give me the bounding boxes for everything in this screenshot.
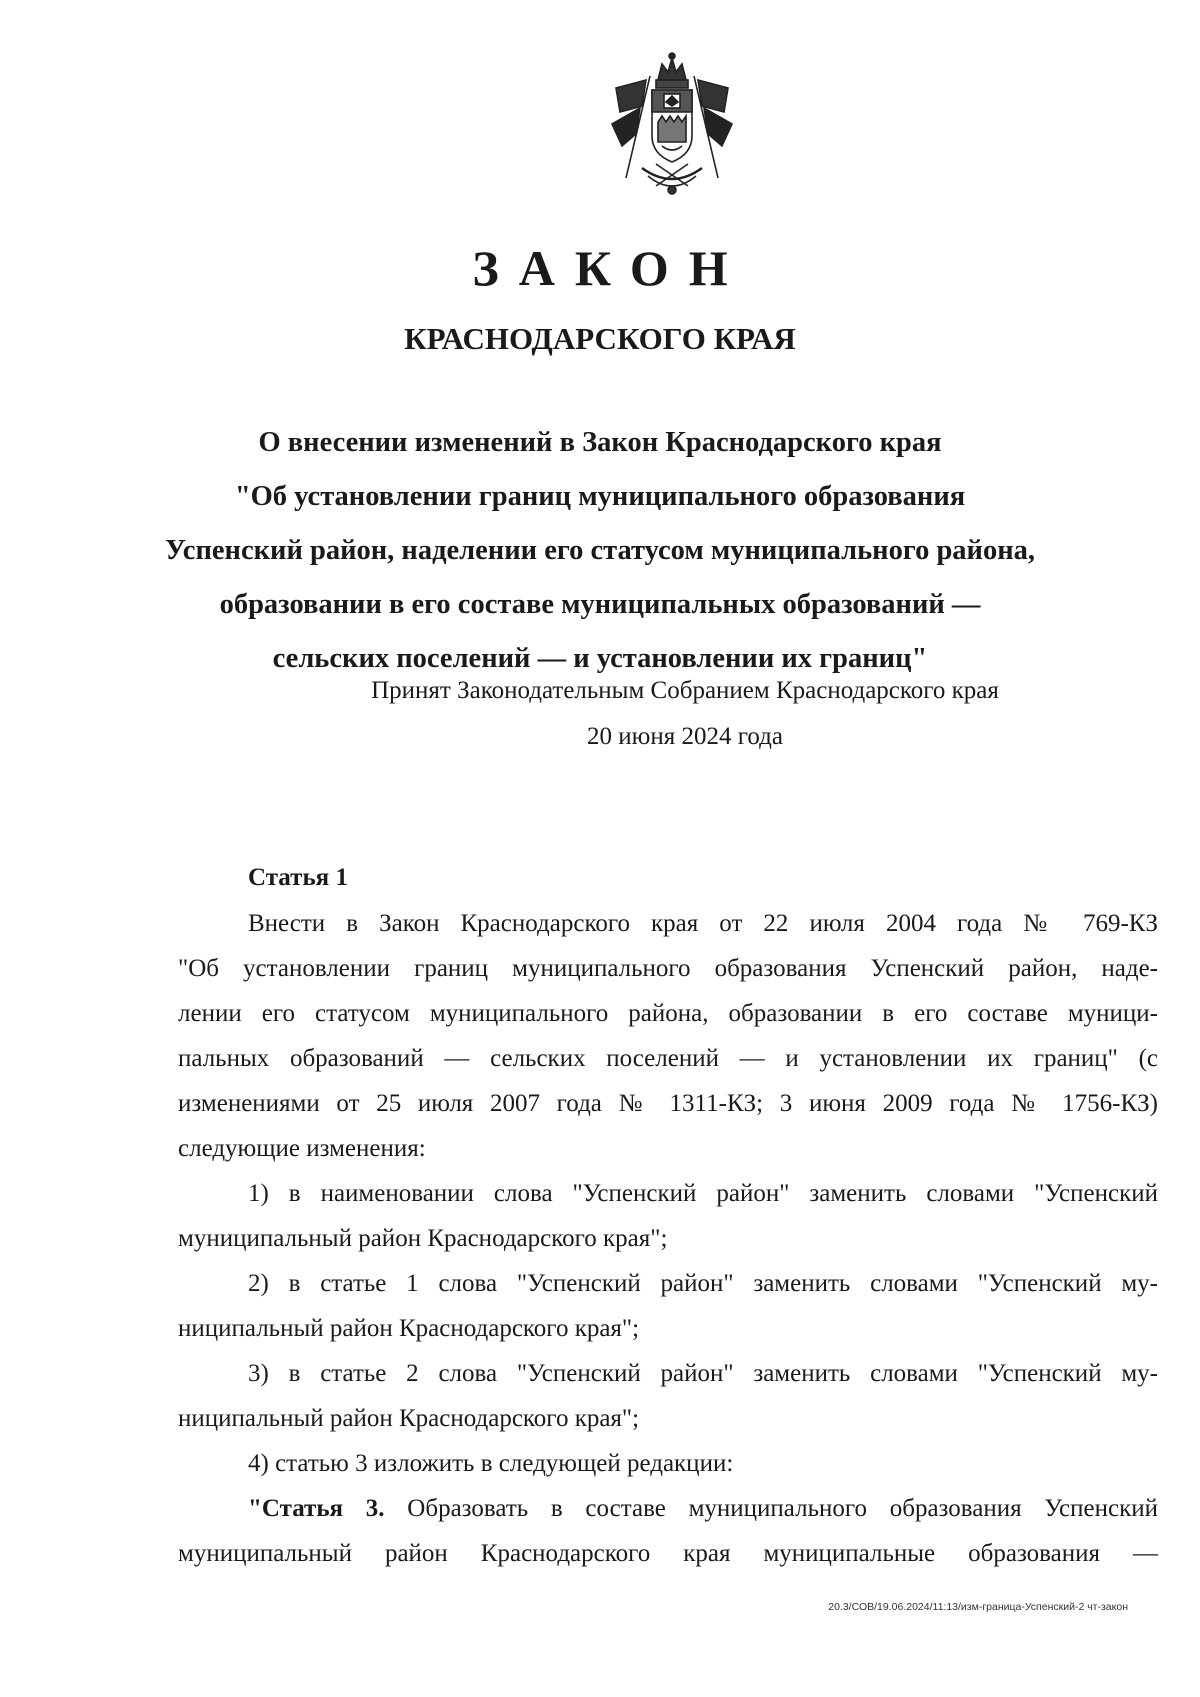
- law-name-line: "Об установлении границ муниципального образования: [234, 481, 966, 512]
- list-item-line: 2) в статье 1 слова "Успенский район" заменить словами "Успенский му-: [248, 1270, 1158, 1297]
- document-subtitle: КРАСНОДАРСКОГО КРАЯ: [404, 321, 796, 356]
- paragraph-line: лении его статусом муниципального района, образовании в его составе муници-: [178, 1000, 1158, 1027]
- list-item-line: ниципальный район Краснодарского края";: [178, 1315, 640, 1342]
- law-name-line: Успенский район, наделении его статусом муниципального района,: [164, 535, 1036, 566]
- quote-article-label: "Статья 3.: [248, 1495, 385, 1522]
- law-name-line: сельских поселений — и установлении их границ": [272, 643, 928, 674]
- list-item-line: 1) в наименовании слова "Успенский район" заменить словами "Успенский: [248, 1180, 1158, 1207]
- paragraph-line: пальных образований — сельских поселений — и установлении их границ" (с: [178, 1045, 1158, 1072]
- quote-line: [178, 1494, 1158, 1524]
- paragraph-line: изменениями от 25 июля 2007 года № 1311-КЗ; 3 июня 2009 года № 1756-КЗ): [178, 1090, 1158, 1117]
- article-heading: Статья 1: [248, 864, 348, 891]
- list-item-line: ниципальный район Краснодарского края";: [178, 1405, 640, 1432]
- coat-of-arms-emblem: [606, 50, 738, 200]
- law-name-line: О внесении изменений в Закон Краснодарского края: [258, 427, 942, 458]
- list-item-line: муниципальный район Краснодарского края";: [178, 1225, 668, 1252]
- law-name: [150, 416, 1050, 686]
- document-footer-code: 20.3/СОВ/19.06.2024/11:13/изм-граница-Успенский-2 чт-закон: [828, 1601, 1128, 1613]
- law-name-line: образовании в его составе муниципальных образований —: [219, 589, 981, 620]
- paragraph-line: следующие изменения:: [178, 1135, 426, 1162]
- quote-line: муниципальный район Краснодарского края муниципальные образования —: [178, 1540, 1158, 1567]
- list-item-line: 3) в статье 2 слова "Успенский район" заменить словами "Успенский му-: [248, 1360, 1158, 1387]
- adopted-date: 20 июня 2024 года: [587, 723, 783, 750]
- list-item-line: 4) статью 3 изложить в следующей редакции:: [248, 1450, 734, 1477]
- document-title: ЗАКОН: [472, 240, 748, 296]
- paragraph-line: "Об установлении границ муниципального образования Успенский район, наде-: [178, 955, 1158, 982]
- quote-text: Образовать в составе муниципального образования Успенский: [384, 1495, 1158, 1522]
- adopted-statement: Принят Законодательным Собранием Краснодарского края: [371, 677, 999, 704]
- paragraph-line: Внести в Закон Краснодарского края от 22 июля 2004 года № 769-КЗ: [248, 910, 1158, 937]
